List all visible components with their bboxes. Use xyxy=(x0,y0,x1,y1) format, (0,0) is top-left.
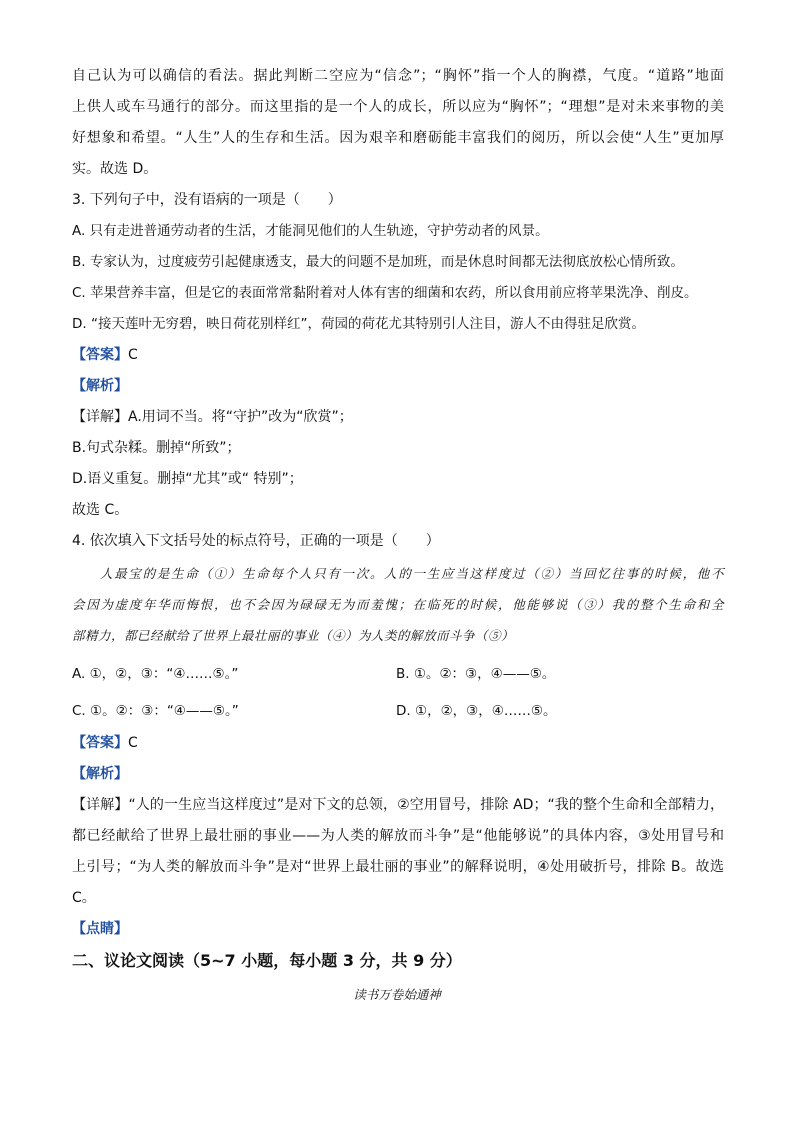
q3-detail-1 xyxy=(72,407,353,427)
answer-value: C xyxy=(128,347,138,363)
dianjing-tag: 【点睛】 xyxy=(72,921,128,937)
q3-conclusion: 故选 C。 xyxy=(72,502,129,518)
analysis-tag: 【解析】 xyxy=(72,766,128,782)
detail-tag: 【详解】 xyxy=(72,797,129,813)
q3-option-a: A. 只有走进普通劳动者的生活，才能洞见他们的人生轨迹，守护劳动者的风景。 xyxy=(72,223,549,239)
q4-detail-3: 上引号；“为人类的解放而斗争”是对“世界上最壮丽的事业”的解释说明，④处用破折号，排除 B。故选 xyxy=(72,859,724,875)
q3-option-b: B. 专家认为，过度疲劳引起健康透支，最大的问题不是加班，而是休息时间都无法彻底放松心情所致。 xyxy=(72,254,684,270)
article-title: 读书万卷始通神 xyxy=(353,987,441,1002)
answer-tag: 【答案】 xyxy=(72,735,128,751)
q4-option-d: D. ①，②，③，④……⑤。 xyxy=(396,703,557,719)
detail-text: “人的一生应当这样度过”是对下文的总领，②空用冒号，排除 AD；“我的整个生命和全部精力， xyxy=(128,797,724,813)
answer-tag: 【答案】 xyxy=(72,347,128,363)
q3-option-d: D. “接天莲叶无穷碧，映日荷花别样红”，荷园的荷花尤其特别引人注目，游人不由得驻足欣赏。 xyxy=(72,316,645,332)
passage-line-3: 部精力，都已经献给了世界上最壮丽的事业（④）为人类的解放而斗争（⑤） xyxy=(72,628,515,643)
passage-line-2: 会因为虚度年华而悔恨，也不会因为碌碌无为而羞愧；在临死的时候，他能够说（③）我的整个生命和全 xyxy=(72,597,724,612)
analysis-tag: 【解析】 xyxy=(72,378,128,394)
q3-answer xyxy=(72,345,138,365)
intro-line-1: 自己认为可以确信的看法。据此判断二空应为“信念”；“胸怀”指一个人的胸襟，气度。“道路”地面 xyxy=(72,68,724,84)
q3-stem: 3. 下列句子中，没有语病的一项是（ ） xyxy=(72,192,342,208)
q3-detail-3: D.语义重复。删掉“尤其”或“ 特别”； xyxy=(72,471,303,487)
section-heading: 二、议论文阅读（5~7 小题，每小题 3 分，共 9 分） xyxy=(72,951,462,970)
q4-detail-1 xyxy=(72,795,724,815)
q4-analysis-tag xyxy=(72,764,128,784)
q4-option-a: A. ①，②，③：“④……⑤。” xyxy=(72,666,239,682)
q3-option-c: C. 苹果营养丰富，但是它的表面常常黏附着对人体有害的细菌和农药，所以食用前应将苹果洗净、削皮。 xyxy=(72,285,698,301)
q4-passage xyxy=(72,564,724,644)
detail-tag: 【详解】 xyxy=(72,409,128,425)
passage-line-1: 人最宝的是生命（①）生命每个人只有一次。人的一生应当这样度过（②）当回忆往事的时候，他不 xyxy=(100,566,724,581)
q4-option-c: C. ①。②：③：“④——⑤。” xyxy=(72,703,239,719)
q3-detail-2: B.句式杂糅。删掉“所致”； xyxy=(72,440,241,456)
q4-detail-4: C。 xyxy=(72,890,96,906)
q4-option-b: B. ①。②：③，④——⑤。 xyxy=(396,666,556,682)
q4-stem: 4. 依次填入下文括号处的标点符号，正确的一项是（ ） xyxy=(72,533,440,549)
intro-line-4: 实。故选 D。 xyxy=(72,161,158,177)
intro-line-2: 上供人或车马通行的部分。而这里指的是一个人的成长，所以应为“胸怀”；“理想”是对未来事物的美 xyxy=(72,99,724,115)
answer-value: C xyxy=(128,735,138,751)
detail-text: A.用词不当。将“守护”改为“欣赏”； xyxy=(128,409,353,425)
intro-line-3: 好想象和希望。“人生”人的生存和生活。因为艰辛和磨砺能丰富我们的阅历，所以会使“人生”更加厚 xyxy=(72,130,724,146)
q3-analysis-tag xyxy=(72,376,128,396)
q4-dianjing-tag xyxy=(72,919,128,939)
q4-detail-2: 都已经献给了世界上最壮丽的事业——为人类的解放而斗争”是“他能够说”的具体内容，③处用冒号和 xyxy=(72,828,724,844)
q4-answer xyxy=(72,733,138,753)
